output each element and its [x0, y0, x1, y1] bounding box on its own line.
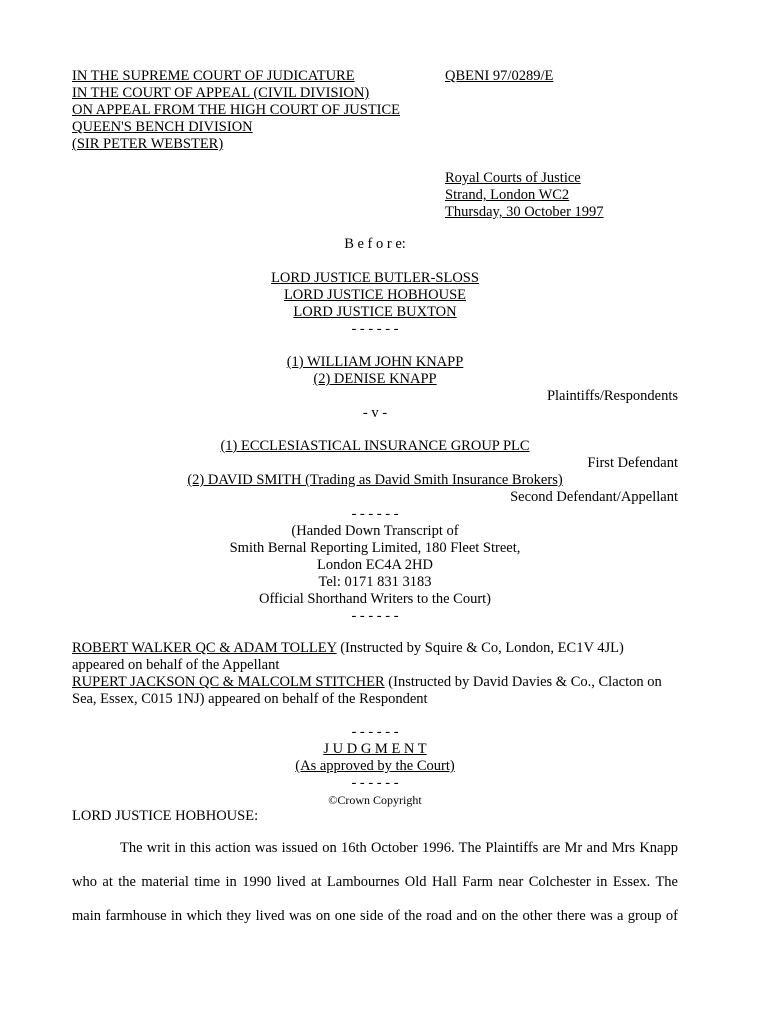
document-page	[72, 68, 678, 1008]
court-heading	[72, 68, 442, 153]
court-line: QUEEN'S BENCH DIVISION	[72, 119, 253, 135]
venue-line: Royal Courts of Justice	[445, 170, 581, 186]
first-defendant	[72, 438, 678, 455]
judgment-subtitle: (As approved by the Court)	[295, 758, 455, 774]
speaker-heading: LORD JUSTICE HOBHOUSE:	[72, 808, 259, 824]
second-defendant-name: (2) DAVID SMITH (Trading as David Smith Insurance Brokers)	[187, 472, 563, 488]
case-reference: QBENI 97/0289/E	[445, 68, 554, 84]
venue-block	[445, 170, 604, 221]
plaintiff-name: (1) WILLIAM JOHN KNAPP	[286, 354, 464, 370]
transcript-line: Smith Bernal Reporting Limited, 180 Fleet Street,	[229, 540, 521, 556]
transcript-line: Tel: 0171 831 3183	[318, 574, 432, 590]
judge-name: LORD JUSTICE BUXTON	[293, 304, 457, 320]
paragraph-line: main farmhouse in which they lived was on one side of the road and on the other there was a group of	[72, 908, 678, 924]
first-defendant-name: (1) ECCLESIASTICAL INSURANCE GROUP PLC	[220, 438, 530, 454]
judgment-heading	[72, 724, 678, 809]
plaintiffs-role: Plaintiffs/Respondents	[546, 388, 678, 404]
separator: - - - - - -	[351, 321, 399, 337]
appellant-counsel-line	[72, 640, 678, 657]
venue-line: Strand, London WC2	[445, 187, 570, 203]
judgment-paragraph	[72, 831, 678, 933]
separator: - - - - - -	[351, 506, 399, 522]
court-line: IN THE SUPREME COURT OF JUDICATURE	[72, 68, 355, 84]
separator: - - - - - -	[351, 775, 399, 791]
paragraph-line: The writ in this action was issued on 16th October 1996. The Plaintiffs are Mr and Mrs Knapp	[120, 840, 678, 856]
second-defendant-role: Second Defendant/Appellant	[510, 489, 678, 505]
transcript-line: (Handed Down Transcript of	[291, 523, 459, 539]
respondent-instruction: (Instructed by David Davies & Co., Clacton on	[384, 674, 662, 690]
appellant-appearance: appeared on behalf of the Appellant	[72, 657, 280, 673]
plaintiffs-block	[72, 354, 678, 388]
appellant-counsel-names: ROBERT WALKER QC & ADAM TOLLEY	[72, 640, 337, 656]
transcript-line: London EC4A 2HD	[317, 557, 433, 573]
court-line: ON APPEAL FROM THE HIGH COURT OF JUSTICE	[72, 102, 400, 118]
judges-block	[72, 270, 678, 338]
court-line: IN THE COURT OF APPEAL (CIVIL DIVISION)	[72, 85, 370, 101]
copyright-notice: ©Crown Copyright	[328, 793, 422, 807]
respondent-appearance: Sea, Essex, C015 1NJ) appeared on behalf of the Respondent	[72, 691, 428, 707]
appellant-instruction: (Instructed by Squire & Co, London, EC1V 4JL)	[336, 640, 624, 656]
respondent-counsel-line	[72, 674, 678, 691]
plaintiff-name: (2) DENISE KNAPP	[313, 371, 437, 387]
first-defendant-role: First Defendant	[587, 455, 678, 471]
paragraph-line: who at the material time in 1990 lived at Lambournes Old Hall Farm near Colchester in Essex. The	[72, 874, 678, 890]
judgment-title: J U D G M E N T	[323, 741, 427, 757]
judge-name: LORD JUSTICE HOBHOUSE	[283, 287, 467, 303]
versus: - v -	[362, 405, 388, 421]
court-line: (SIR PETER WEBSTER)	[72, 136, 224, 152]
venue-line: Thursday, 30 October 1997	[445, 204, 604, 220]
second-defendant	[72, 472, 678, 489]
respondent-counsel-names: RUPERT JACKSON QC & MALCOLM STITCHER	[72, 674, 385, 690]
before-label: B e f o r e:	[344, 236, 406, 252]
judge-name: LORD JUSTICE BUTLER-SLOSS	[271, 270, 479, 286]
separator: - - - - - -	[351, 608, 399, 624]
separator: - - - - - -	[351, 724, 399, 740]
transcript-block	[72, 506, 678, 625]
transcript-line: Official Shorthand Writers to the Court)	[258, 591, 492, 607]
